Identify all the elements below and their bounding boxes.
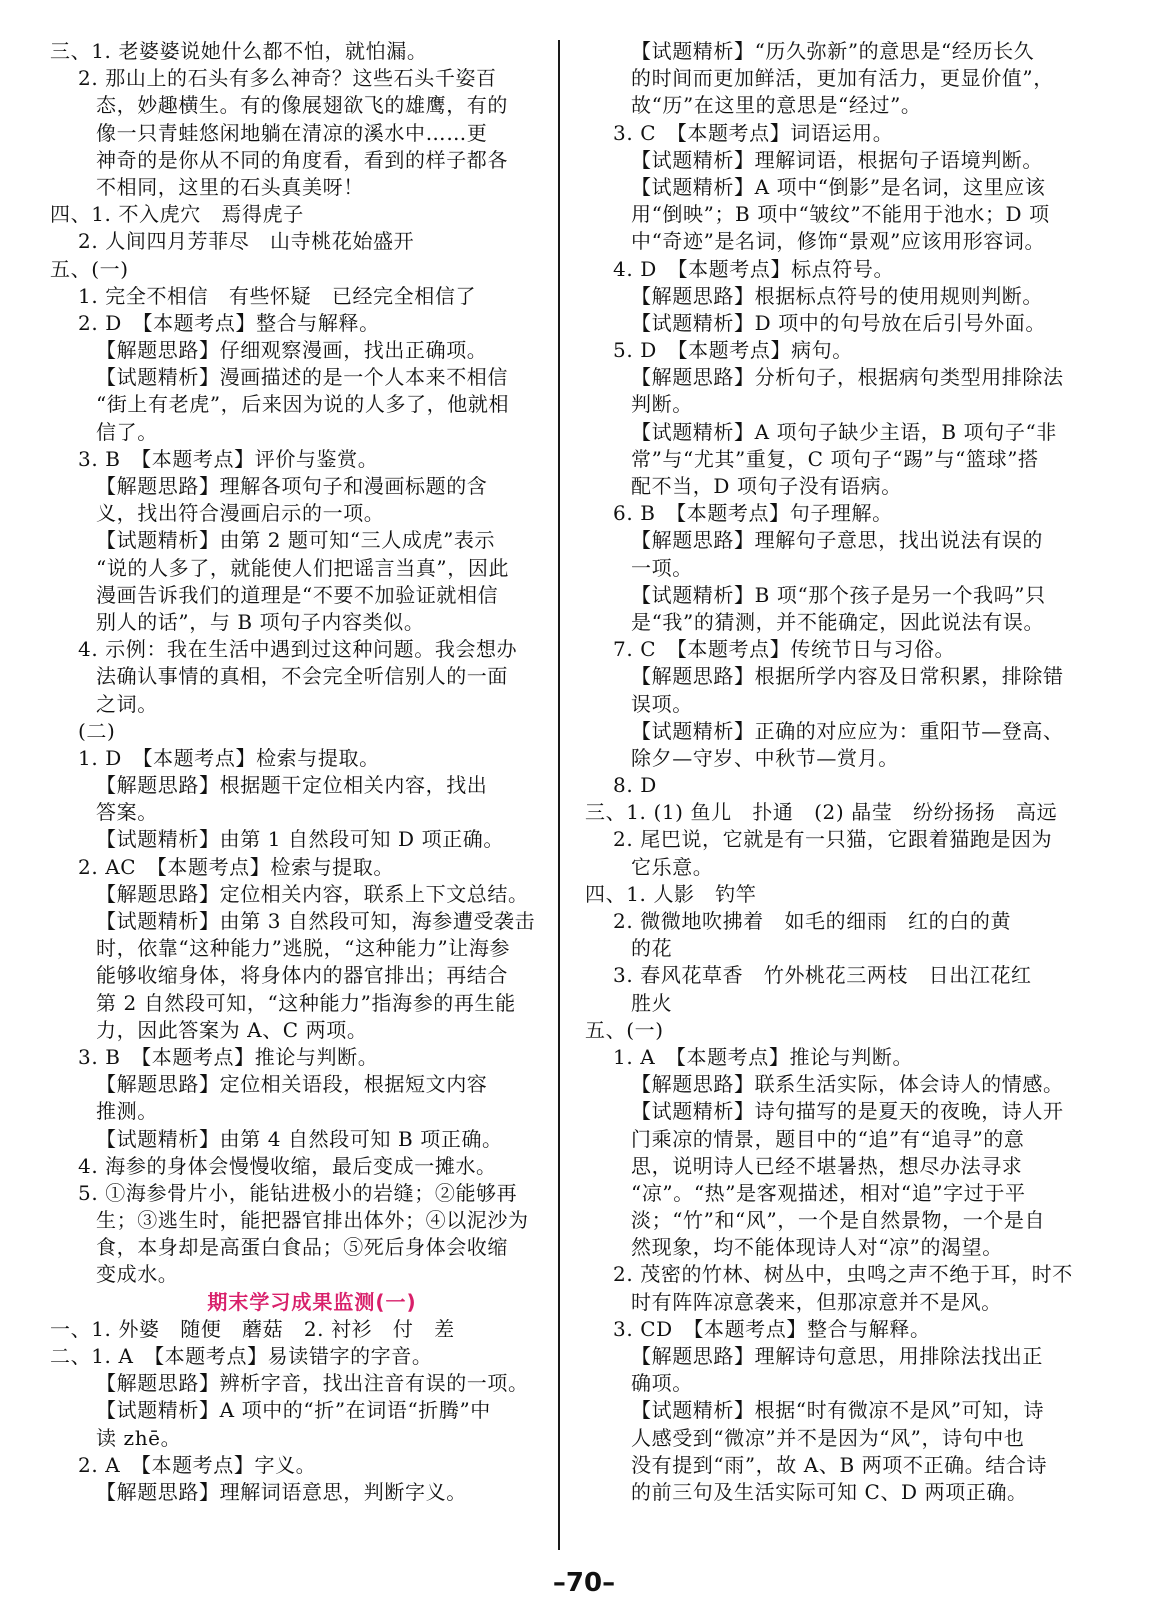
left-line-13: 【试题精析】漫画描述的是一个人本来不相信 [96,365,508,390]
right-line-52: 人感受到“微凉”并不是因为“风”，诗句中也 [631,1425,1025,1450]
right-line-32: 四、1. 人影 钓竿 [585,881,757,906]
right-line-28: 8. D [613,773,657,798]
left-line-26: (二) [78,718,116,743]
right-line-17: 配不当，D 项句子没有语病。 [631,474,902,498]
right-line-26: 【试题精析】正确的对应应为：重阳节—登高、 [631,718,1064,743]
right-line-49: 【解题思路】理解诗句意思，用排除法找出正 [631,1344,1043,1368]
right-line-2: 的时间而更加鲜活，更加有活力，更显价值”， [631,66,1054,91]
right-line-43: “凉”。“热”是客观描述，相对“追”字过于平 [631,1180,1026,1205]
right-line-44: 淡；“竹”和“风”，一个是自然景物，一个是自 [631,1208,1046,1233]
right-line-16: 常”与“尤其”重复，C 项句子“踢”与“篮球”搭 [631,446,1039,471]
left-line-39: 【解题思路】定位相关语段，根据短文内容 [96,1072,488,1097]
right-line-39: 【解题思路】联系生活实际，体会诗人的情感。 [631,1072,1064,1097]
right-line-41: 门乘凉的情景，题目中的“追”有“追寻”的意 [631,1126,1025,1151]
left-line-53: 2. A 【本题考点】字义。 [78,1452,317,1477]
left-line-9: 五、(一) [50,256,129,281]
left-line-48: 一、1. 外婆 随便 蘑菇 2. 衬衫 付 差 [50,1316,455,1341]
right-line-6: 【试题精析】A 项中“倒影”是名词，这里应该 [631,174,1046,199]
left-line-50: 【解题思路】辨析字音，找出注音有误的一项。 [96,1371,529,1396]
right-line-37: 五、(一) [585,1017,664,1042]
left-line-24: 法确认事情的真相，不会完全听信别人的一面 [96,664,508,689]
left-line-14: “街上有老虎”，后来因为说的人多了，他就相 [96,392,510,417]
right-line-30: 2. 尾巴说，它就是有一只猫，它跟着猫跑是因为 [613,827,1053,852]
left-line-7: 四、1. 不入虎穴 焉得虎子 [50,202,304,227]
right-line-50: 确项。 [631,1371,693,1396]
left-line-44: 生；③逃生时，能把器官排出体外；④以泥沙为 [96,1208,529,1233]
left-line-43: 5. ①海参骨片小，能钻进极小的岩缝；②能够再 [78,1180,518,1205]
left-line-4: 像一只青蛙悠闲地躺在清凉的溪水中……更 [96,120,488,145]
left-line-23: 4. 示例：我在生活中遇到过这种问题。我会想办 [78,637,518,662]
page-number: –70– [552,1568,616,1598]
right-line-9: 4. D 【本题考点】标点符号。 [613,256,895,281]
left-line-18: 义，找出符合漫画启示的一项。 [96,501,385,526]
right-line-36: 胜火 [631,990,673,1015]
left-line-54: 【解题思路】理解词语意思，判断字义。 [96,1479,467,1504]
left-line-40: 推测。 [96,1099,158,1124]
right-line-21: 【试题精析】B 项“那个孩子是另一个我吗”只 [631,582,1046,607]
left-line-1: 三、1. 老婆婆说她什么都不怕，就怕漏。 [50,39,428,63]
left-line-12: 【解题思路】仔细观察漫画，找出正确项。 [96,338,488,363]
left-line-19: 【试题精析】由第 2 题可知“三人成虎”表示 [96,528,496,553]
right-line-38: 1. A 【本题考点】推论与判断。 [613,1044,914,1069]
right-line-12: 5. D 【本题考点】病句。 [613,338,853,363]
left-line-45: 食，本身却是高蛋白食品；⑤死后身体会收缩 [96,1235,508,1260]
left-line-49: 二、1. A 【本题考点】易读错字的字音。 [50,1344,433,1368]
left-line-42: 4. 海参的身体会慢慢收缩，最后变成一摊水。 [78,1153,497,1178]
right-line-48: 3. CD 【本题考点】整合与解释。 [613,1316,931,1341]
right-line-47: 时有阵阵凉意袭来，但那凉意并不是风。 [631,1289,1002,1314]
right-line-4: 3. C 【本题考点】词语运用。 [613,120,894,145]
right-line-24: 【解题思路】根据所学内容及日常积累，排除错 [631,664,1064,689]
right-line-19: 【解题思路】理解句子意思，找出说法有误的 [631,528,1043,553]
left-line-41: 【试题精析】由第 4 自然段可知 B 项正确。 [96,1126,503,1151]
right-line-7: 用“倒映”；B 项中“皱纹”不能用于池水；D 项 [631,202,1050,227]
right-line-14: 判断。 [631,392,693,417]
right-line-40: 【试题精析】诗句描写的是夏天的夜晚，诗人开 [631,1099,1064,1124]
left-line-11: 2. D 【本题考点】整合与解释。 [78,310,380,335]
right-line-23: 7. C 【本题考点】传统节日与习俗。 [613,637,956,662]
right-line-42: 思，说明诗人已经不堪暑热，想尽办法寻求 [631,1153,1023,1178]
left-line-17: 【解题思路】理解各项句子和漫画标题的含 [96,474,488,498]
left-line-6: 不相同，这里的石头真美呀！ [96,174,364,199]
right-line-45: 然现象，均不能体现诗人对“凉”的渴望。 [631,1235,1003,1260]
right-line-20: 一项。 [631,555,693,580]
left-line-36: 第 2 自然段可知，“这种能力”指海参的再生能 [96,990,516,1015]
left-line-27: 1. D 【本题考点】检索与提取。 [78,745,380,770]
left-line-52: 读 zhē。 [96,1425,182,1450]
left-line-51: 【试题精析】A 项中的“折”在词语“折腾”中 [96,1398,491,1423]
right-line-29: 三、1. (1) 鱼儿 扑通 (2) 晶莹 纷纷扬扬 高远 [585,800,1058,825]
right-line-15: 【试题精析】A 项句子缺少主语，B 项句子“非 [631,419,1057,444]
left-column [50,38,544,1506]
right-line-25: 误项。 [631,691,693,716]
right-column [585,38,1087,1506]
right-line-31: 它乐意。 [631,854,714,879]
right-line-10: 【解题思路】根据标点符号的使用规则判断。 [631,283,1043,308]
left-line-20: “说的人多了，就能使人们把谣言当真”，因此 [96,555,510,580]
left-line-16: 3. B 【本题考点】评价与鉴赏。 [78,446,379,471]
left-line-22: 别人的话”，与 B 项句子内容类似。 [96,609,425,634]
right-line-53: 没有提到“雨”，故 A、B 两项不正确。结合诗 [631,1452,1048,1477]
left-line-46: 变成水。 [96,1262,179,1287]
left-line-10: 1. 完全不相信 有些怀疑 已经完全相信了 [78,283,477,308]
right-line-11: 【试题精析】D 项中的句号放在后引号外面。 [631,310,1046,335]
left-line-5: 神奇的是你从不同的角度看，看到的样子都各 [96,147,508,172]
right-line-27: 除夕—守岁、中秋节—赏月。 [631,745,899,770]
right-line-34: 的花 [631,936,673,961]
right-line-1: 【试题精析】“历久弥新”的意思是“经历长久 [631,39,1035,63]
left-line-30: 【试题精析】由第 1 自然段可知 D 项正确。 [96,827,504,852]
right-line-13: 【解题思路】分析句子，根据病句类型用排除法 [631,365,1064,390]
left-line-15: 信了。 [96,419,158,444]
left-line-3: 态，妙趣横生。有的像展翅欲飞的雄鹰，有的 [96,93,508,118]
left-line-38: 3. B 【本题考点】推论与判断。 [78,1044,379,1069]
left-line-29: 答案。 [96,800,158,825]
left-line-2: 2. 那山上的石头有多么神奇？这些石头千姿百 [78,66,497,91]
right-line-22: 是“我”的猜测，并不能确定，因此说法有误。 [631,609,1045,634]
right-line-8: 中“奇迹”是名词，修饰“景观”应该用形容词。 [631,229,1046,254]
left-line-31: 2. AC 【本题考点】检索与提取。 [78,854,394,879]
right-line-33: 2. 微微地吹拂着 如毛的细雨 红的白的黄 [613,909,1012,933]
right-line-5: 【试题精析】理解词语，根据句子语境判断。 [631,147,1043,172]
right-line-54: 的前三句及生活实际可知 C、D 两项正确。 [631,1479,1028,1504]
right-line-51: 【试题精析】根据“时有微凉不是风”可知，诗 [631,1398,1045,1423]
section-title: 期末学习成果监测(一) [207,1289,417,1314]
right-line-3: 故“历”在这里的意思是“经过”。 [631,93,922,118]
left-line-35: 能够收缩身体，将身体内的器官排出；再结合 [96,963,508,988]
left-line-34: 时，依靠“这种能力”逃脱，“这种能力”让海参 [96,936,511,961]
column-divider [558,40,560,1550]
left-line-28: 【解题思路】根据题干定位相关内容，找出 [96,773,488,798]
right-line-18: 6. B 【本题考点】句子理解。 [613,501,893,526]
left-line-37: 力，因此答案为 A、C 两项。 [96,1017,368,1042]
right-line-46: 2. 茂密的竹林、树丛中，虫鸣之声不绝于耳，时不 [613,1262,1073,1287]
left-line-25: 之词。 [96,691,158,716]
left-line-33: 【试题精析】由第 3 自然段可知，海参遭受袭击 [96,909,536,933]
right-line-35: 3. 春风花草香 竹外桃花三两枝 日出江花红 [613,963,1032,988]
left-line-8: 2. 人间四月芳菲尽 山寺桃花始盛开 [78,229,415,254]
left-line-32: 【解题思路】定位相关内容，联系上下文总结。 [96,881,529,906]
left-line-21: 漫画告诉我们的道理是“不要不加验证就相信 [96,582,499,607]
